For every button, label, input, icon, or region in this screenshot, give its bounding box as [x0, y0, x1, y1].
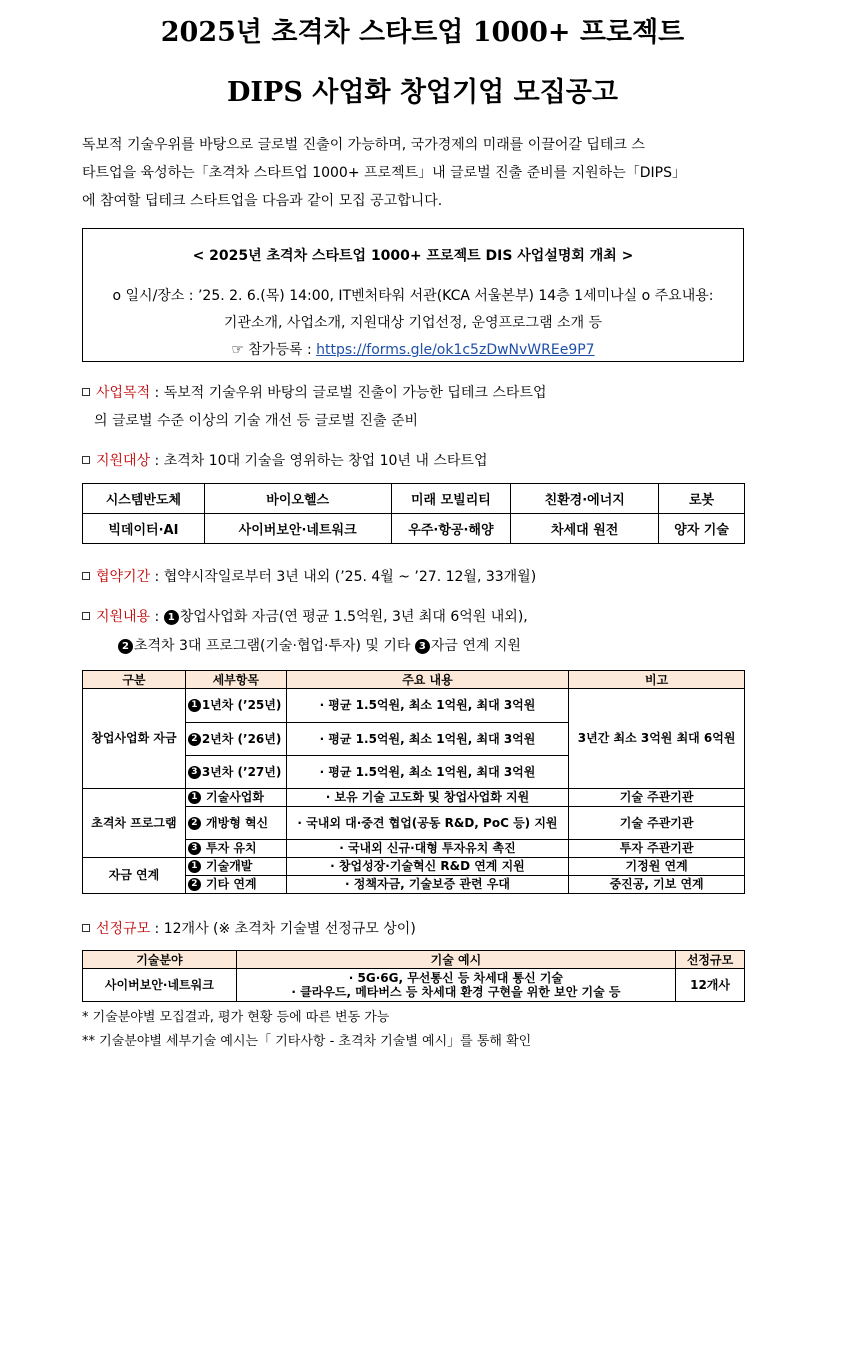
section-purpose-cont: 의 글로벌 수준 이상의 기술 개선 등 글로벌 진출 준비	[94, 413, 419, 429]
item-label: 투자 유치	[206, 841, 257, 855]
number-2-icon: 2	[188, 817, 201, 830]
note-cell: 중진공, 기보 연계	[569, 876, 745, 894]
tech-fields-table	[82, 483, 745, 544]
intro-line: 타트업을 육성하는「초격차 스타트업 1000+ 프로젝트」내 글로벌 진출 준비를 지원하는「DIPS」	[82, 165, 686, 181]
table-cell: 우주·항공·해양	[391, 514, 511, 544]
item-label: 기술개발	[206, 859, 253, 873]
square-bullet-icon	[82, 612, 90, 620]
item-cell	[185, 876, 286, 894]
section-support: 지원내용 : 1 창업사업화 자금(연 평균 1.5억원, 3년 최대 6억원 내외),	[82, 606, 528, 626]
note-cell: 기술 주관기관	[569, 807, 745, 840]
section-support-cont	[118, 635, 521, 655]
section-text: 자금 연계 지원	[430, 638, 521, 654]
section-label: 지원내용	[96, 609, 151, 625]
column-header: 비고	[569, 671, 745, 689]
intro-line: 독보적 기술우위를 바탕으로 글로벌 진출이 가능하며, 국가경제의 미래를 이끌어갈 딥테크 스	[82, 137, 645, 153]
content-cell: · 평균 1.5억원, 최소 1억원, 최대 3억원	[286, 723, 569, 756]
footnote: ** 기술분야별 세부기술 예시는「 기타사항 - 초격차 기술별 예시」를 통해 확인	[82, 1034, 532, 1049]
column-header: 주요 내용	[286, 671, 569, 689]
registration-link[interactable]: https://forms.gle/ok1c5zDwNvWREe9P7	[316, 342, 595, 358]
item-label: 개방형 혁신	[206, 815, 269, 830]
group-cell: 자금 연계	[83, 858, 186, 894]
section-purpose	[82, 382, 547, 402]
count-cell: 12개사	[676, 969, 745, 1002]
section-label: 협약기간	[96, 569, 151, 585]
table-header-row	[83, 951, 745, 969]
number-3-icon: 3	[415, 639, 430, 654]
column-header: 기술분야	[83, 951, 237, 969]
notice-contents: 기관소개, 사업소개, 지원대상 기업선정, 운영프로그램 소개 등	[223, 315, 603, 331]
section-period	[82, 566, 536, 586]
square-bullet-icon	[82, 572, 90, 580]
table-cell: 시스템반도체	[83, 484, 205, 514]
square-bullet-icon	[82, 924, 90, 932]
content-cell: · 국내외 신규·대형 투자유치 촉진	[286, 840, 569, 858]
table-cell: 사이버보안·네트워크	[204, 514, 391, 544]
number-1-icon: 1	[188, 860, 201, 873]
content-cell: · 국내외 대·중견 협업(공동 R&D, PoC 등) 지원	[286, 807, 569, 840]
number-3-icon: 3	[188, 766, 201, 779]
notice-registration	[83, 339, 743, 359]
footnote: * 기술분야별 모집결과, 평가 현황 등에 따른 변동 가능	[82, 1010, 390, 1025]
example-line: · 클라우드, 메타버스 등 차세대 환경 구현을 위한 보안 기술 등	[291, 985, 621, 999]
item-label: 2년차 (’26년)	[201, 731, 282, 746]
content-cell: · 창업성장·기술혁신 R&D 연계 지원	[286, 858, 569, 876]
support-table	[82, 670, 745, 894]
note-cell: 투자 주관기관	[569, 840, 745, 858]
item-label: 1년차 (’25년)	[201, 698, 282, 712]
briefing-notice-box	[82, 228, 744, 362]
section-selection	[82, 918, 416, 938]
section-label: 지원대상	[96, 453, 151, 469]
table-row	[83, 789, 745, 807]
section-text: : 초격차 10대 기술을 영위하는 창업 10년 내 스타트업	[150, 453, 488, 469]
selection-table	[82, 950, 745, 1002]
number-1-icon: 1	[188, 699, 201, 712]
item-cell	[185, 807, 286, 840]
table-cell: 바이오헬스	[204, 484, 391, 514]
item-label: 기타 연계	[206, 877, 257, 891]
number-2-icon: 2	[188, 733, 201, 746]
item-label: 3년차 (’27년)	[201, 764, 282, 779]
notice-heading: < 2025년 초격차 스타트업 1000+ 프로젝트 DIS 사업설명회 개최 >	[192, 248, 634, 264]
section-text: 초격차 3대 프로그램(기술·협업·투자) 및 기타	[134, 638, 411, 654]
section-text: 창업사업화 자금(연 평균 1.5억원, 3년 최대 6억원 내외),	[179, 609, 528, 625]
example-line: · 5G·6G, 무선통신 등 차세대 통신 기술	[348, 971, 564, 985]
table-cell: 미래 모빌리티	[391, 484, 511, 514]
number-3-icon: 3	[188, 842, 201, 855]
intro-line: 에 참여할 딥테크 스타트업을 다음과 같이 모집 공고합니다.	[82, 193, 443, 209]
page-subtitle: DIPS 사업화 창업기업 모집공고	[227, 77, 618, 108]
column-header: 기술 예시	[236, 951, 675, 969]
section-text: : 12개사 (※ 초격차 기술별 선정규모 상이)	[150, 921, 416, 937]
column-header: 선정규모	[676, 951, 745, 969]
number-2-icon: 2	[188, 878, 201, 891]
number-1-icon: 1	[164, 610, 179, 625]
number-1-icon: 1	[188, 791, 201, 804]
note-cell: 기술 주관기관	[569, 789, 745, 807]
examples-cell	[236, 969, 675, 1002]
section-text: : 독보적 기술우위 바탕의 글로벌 진출이 가능한 딥테크 스타트업	[150, 385, 547, 401]
item-cell	[185, 723, 286, 756]
table-row	[83, 969, 745, 1002]
number-2-icon: 2	[118, 639, 133, 654]
table-row	[83, 514, 745, 544]
content-cell: · 정책자금, 기술보증 관련 우대	[286, 876, 569, 894]
table-row	[83, 484, 745, 514]
table-cell: 빅데이터·AI	[83, 514, 205, 544]
notice-datetime-location: o 일시/장소 : ’25. 2. 6.(목) 14:00, IT벤처타워 서관(KCA 서울본부) 14층 1세미나실 o 주요내용:	[112, 288, 714, 304]
table-cell: 양자 기술	[659, 514, 745, 544]
item-label: 기술사업화	[206, 790, 264, 804]
item-cell	[185, 858, 286, 876]
table-row	[83, 858, 745, 876]
content-cell: · 보유 기술 고도화 및 창업사업화 지원	[286, 789, 569, 807]
item-cell	[185, 756, 286, 789]
item-cell	[185, 840, 286, 858]
group-cell: 창업사업화 자금	[83, 689, 186, 789]
section-target	[82, 450, 487, 470]
note-cell: 3년간 최소 3억원 최대 6억원	[569, 689, 745, 789]
group-cell: 초격차 프로그램	[83, 789, 186, 858]
table-header-row	[83, 671, 745, 689]
column-header: 세부항목	[185, 671, 286, 689]
square-bullet-icon	[82, 456, 90, 464]
registration-label: ☞ 참가등록 :	[231, 342, 317, 358]
page-title: 2025년 초격차 스타트업 1000+ 프로젝트	[160, 17, 685, 48]
square-bullet-icon	[82, 388, 90, 396]
note-cell: 기정원 연계	[569, 858, 745, 876]
table-row	[83, 689, 745, 723]
content-cell: · 평균 1.5억원, 최소 1억원, 최대 3억원	[286, 756, 569, 789]
table-cell: 로봇	[659, 484, 745, 514]
column-header: 구분	[83, 671, 186, 689]
item-cell	[185, 789, 286, 807]
content-cell: · 평균 1.5억원, 최소 1억원, 최대 3억원	[286, 689, 569, 723]
section-text: : 협약시작일로부터 3년 내외 (’25. 4월 ~ ’27. 12월, 33개월)	[150, 569, 537, 585]
section-label: 사업목적	[96, 385, 151, 401]
item-cell	[185, 689, 286, 723]
section-label: 선정규모	[96, 921, 151, 937]
table-cell: 차세대 원전	[511, 514, 659, 544]
field-cell: 사이버보안·네트워크	[83, 969, 237, 1002]
intro-paragraph	[82, 131, 752, 215]
table-cell: 친환경·에너지	[511, 484, 659, 514]
